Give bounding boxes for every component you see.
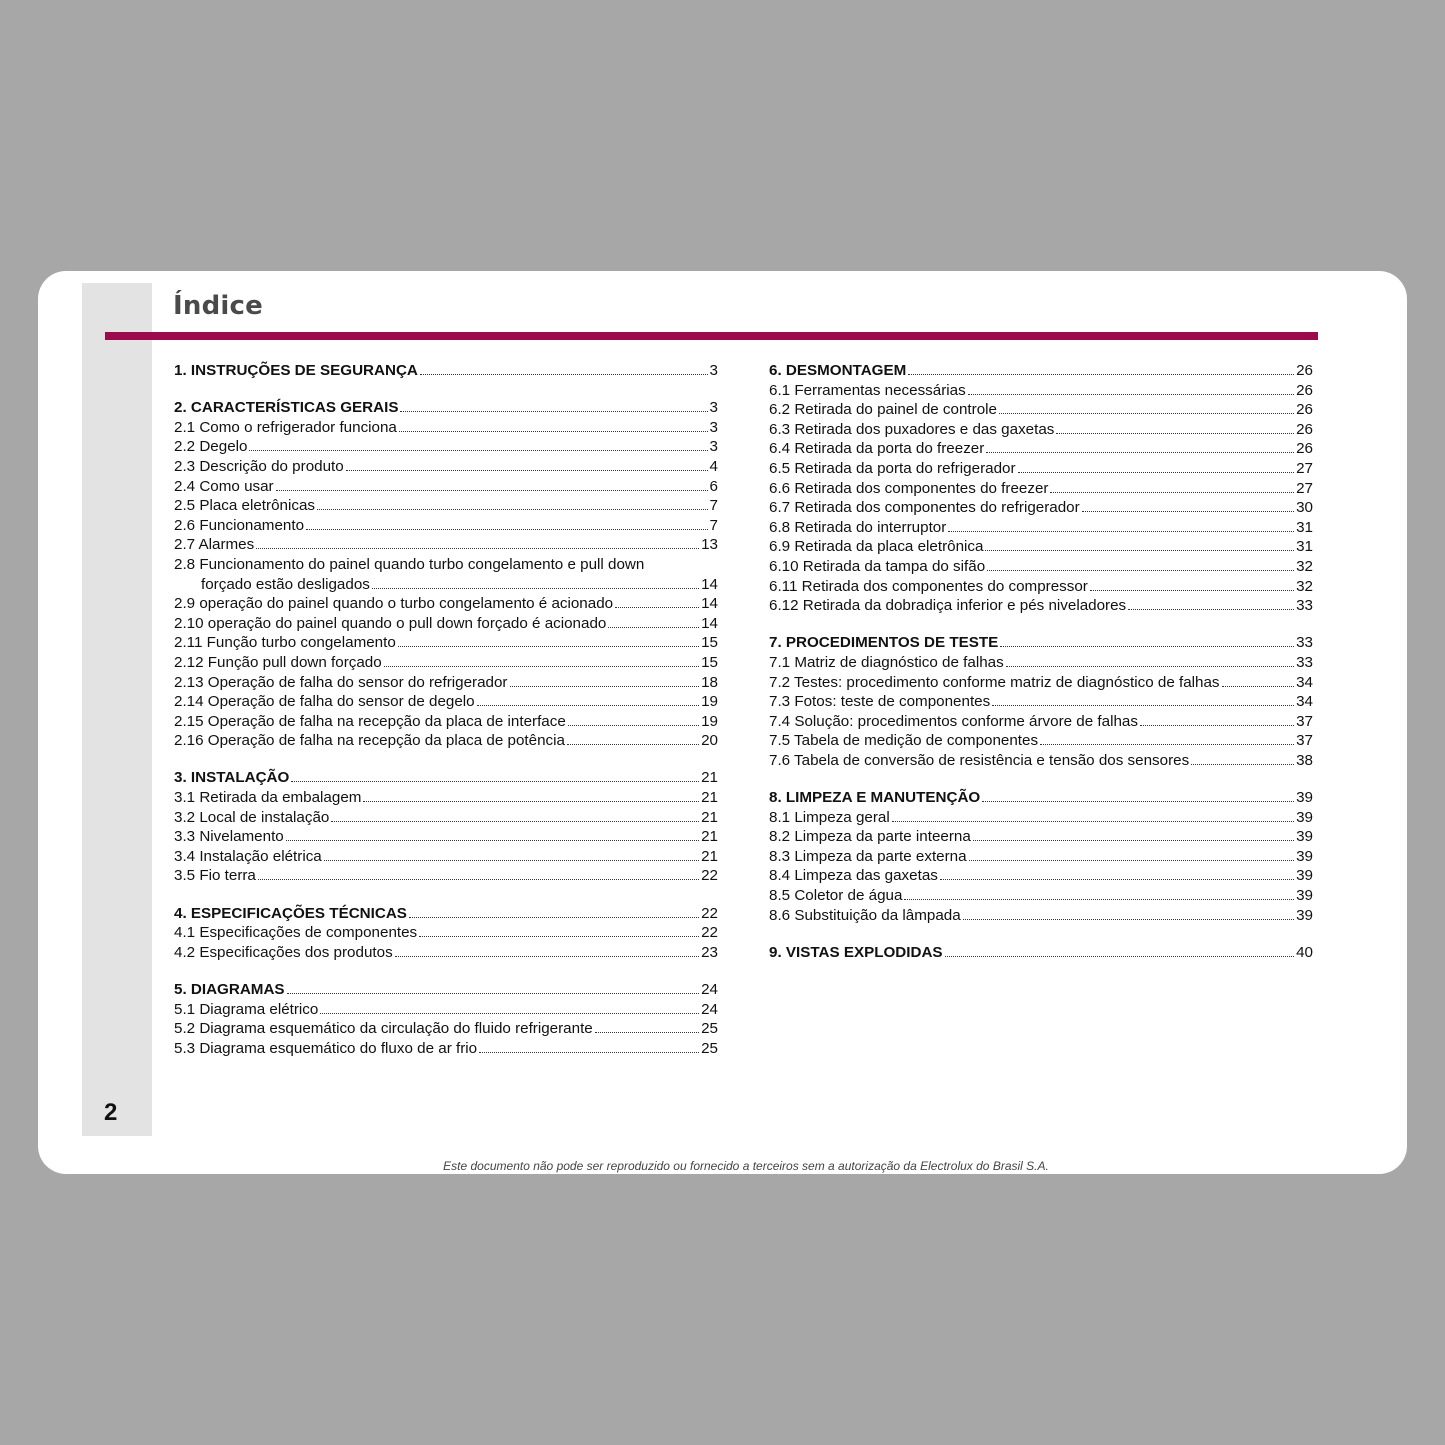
toc-page-number: 39 [1296, 808, 1313, 826]
toc-page-number: 33 [1296, 597, 1313, 615]
toc-group [174, 398, 718, 751]
toc-page-number: 39 [1296, 847, 1313, 865]
dot-leader [992, 705, 1294, 706]
toc-page-number: 26 [1296, 420, 1313, 438]
toc-entry-label: 2.1 Como o refrigerador funciona [174, 418, 397, 436]
toc-page-number: 6 [709, 477, 718, 495]
dot-leader [399, 431, 708, 432]
toc-page-number: 15 [701, 653, 718, 671]
toc-entry[interactable] [769, 420, 1313, 440]
toc-entry[interactable] [769, 847, 1313, 867]
toc-page-number: 22 [701, 904, 718, 922]
toc-entry-label: 2.6 Funcionamento [174, 516, 305, 534]
toc-page-number: 40 [1296, 943, 1313, 961]
toc-entry[interactable] [174, 673, 718, 693]
dot-leader [320, 1013, 699, 1014]
toc-entry[interactable] [769, 653, 1313, 673]
toc-page-number: 38 [1296, 751, 1313, 769]
dot-leader [1128, 609, 1294, 610]
toc-page-number: 24 [701, 1000, 718, 1018]
toc-page-number: 34 [1296, 693, 1313, 711]
toc-entry-label: 6.8 Retirada do interruptor [769, 518, 947, 536]
toc-entry[interactable] [174, 827, 718, 847]
toc-page-number: 3 [709, 438, 718, 456]
toc-entry[interactable] [769, 808, 1313, 828]
toc-column-left [174, 361, 718, 1076]
dot-leader [568, 725, 699, 726]
toc-page-number: 27 [1296, 479, 1313, 497]
toc-group [769, 788, 1313, 925]
toc-page-number: 3 [709, 418, 718, 436]
toc-entry-label: 8.6 Substituição da lâmpada [769, 906, 961, 924]
toc-entry[interactable] [769, 692, 1313, 712]
dot-leader [1006, 666, 1294, 667]
toc-page-number: 33 [1296, 634, 1313, 652]
toc-group [174, 904, 718, 963]
toc-entry[interactable] [174, 457, 718, 477]
toc-entry[interactable] [174, 788, 718, 808]
toc-entry[interactable] [769, 577, 1313, 597]
dot-leader [986, 452, 1294, 453]
toc-entry[interactable] [769, 381, 1313, 401]
toc-section-entry[interactable] [769, 943, 1313, 963]
toc-entry-label: 7.1 Matriz de diagnóstico de falhas [769, 653, 1004, 671]
dot-leader [395, 956, 699, 957]
toc-entry[interactable] [769, 439, 1313, 459]
toc-page-number: 7 [709, 497, 718, 515]
dot-leader [608, 627, 699, 628]
toc-page-number: 39 [1296, 867, 1313, 885]
toc-entry-label: 6.7 Retirada dos componentes do refrigerador [769, 499, 1080, 517]
toc-page-number: 25 [701, 1020, 718, 1038]
toc-entry[interactable] [174, 614, 718, 634]
toc-entry-label: 5.1 Diagrama elétrico [174, 1000, 319, 1018]
dot-leader [945, 956, 1295, 957]
toc-entry-label: 4. ESPECIFICAÇÕES TÉCNICAS [174, 904, 407, 922]
toc-group [769, 361, 1313, 616]
dot-leader [940, 879, 1294, 880]
toc-page-number: 3 [709, 362, 718, 379]
toc-entry[interactable] [769, 827, 1313, 847]
toc-group [769, 633, 1313, 770]
toc-group [174, 980, 718, 1058]
toc-entry-label: 4.2 Especificações dos produtos [174, 943, 393, 961]
toc-page-number: 26 [1296, 401, 1313, 419]
dot-leader [1040, 744, 1294, 745]
dot-leader [567, 744, 699, 745]
toc-entry[interactable] [174, 847, 718, 867]
toc-page-number: 39 [1296, 906, 1313, 924]
toc-page-number: 23 [701, 943, 718, 961]
toc-entry-label: 8.4 Limpeza das gaxetas [769, 867, 938, 885]
toc-entry[interactable] [174, 653, 718, 673]
toc-entry[interactable] [174, 1039, 718, 1059]
toc-entry[interactable] [769, 673, 1313, 693]
toc-entry[interactable] [769, 479, 1313, 499]
dot-leader [400, 411, 707, 412]
toc-entry[interactable] [769, 498, 1313, 518]
toc-entry[interactable] [174, 1019, 718, 1039]
toc-page-number: 24 [701, 981, 718, 998]
toc-page-number: 32 [1296, 557, 1313, 575]
toc-entry-label: 2.10 operação do painel quando o pull down forçado é acionado [174, 614, 607, 632]
toc-page-number: 39 [1296, 887, 1313, 905]
toc-page-number: 30 [1296, 499, 1313, 517]
toc-entry-label: 5. DIAGRAMAS [174, 981, 285, 998]
toc-entry-label: 2.2 Degelo [174, 438, 248, 456]
dot-leader [1082, 511, 1294, 512]
toc-section-entry[interactable] [174, 980, 718, 1000]
dot-leader [324, 860, 699, 861]
toc-entry-label: 2. CARACTERÍSTICAS GERAIS [174, 399, 399, 417]
dot-leader [982, 801, 1294, 802]
toc-entry[interactable] [174, 866, 718, 886]
dot-leader [409, 917, 699, 918]
toc-entry[interactable] [174, 731, 718, 751]
page-number: 2 [104, 1099, 118, 1126]
toc-entry-label-continued: forçado estão desligados [201, 575, 370, 593]
toc-entry-label: 7.4 Solução: procedimentos conforme árvore de falhas [769, 712, 1138, 730]
dot-leader [363, 801, 699, 802]
toc-page-number: 13 [701, 536, 718, 554]
dot-leader [987, 570, 1294, 571]
toc-entry-label: 2.7 Alarmes [174, 536, 255, 554]
toc-entry[interactable] [769, 866, 1313, 886]
toc-page-number: 22 [701, 867, 718, 885]
dot-leader [291, 781, 699, 782]
toc-entry-label: 6.11 Retirada dos componentes do compressor [769, 577, 1088, 595]
dot-leader [384, 666, 699, 667]
toc-page-number: 31 [1296, 518, 1313, 536]
toc-entry[interactable] [769, 886, 1313, 906]
toc-group [769, 943, 1313, 963]
toc-entry-label: 9. VISTAS EXPLODIDAS [769, 943, 943, 961]
toc-page-number: 21 [701, 808, 718, 826]
dot-leader [477, 705, 699, 706]
dot-leader [258, 879, 699, 880]
toc-section-entry[interactable] [174, 398, 718, 418]
toc-entry[interactable] [769, 731, 1313, 751]
dot-leader [963, 919, 1294, 920]
toc-page-number: 21 [701, 828, 718, 846]
toc-entry-label: 3. INSTALAÇÃO [174, 769, 290, 787]
dot-leader [510, 686, 700, 687]
page-title: Índice [173, 291, 263, 321]
toc-entry[interactable] [769, 906, 1313, 926]
toc-entry[interactable] [174, 418, 718, 438]
toc-entry[interactable] [769, 751, 1313, 771]
dot-leader [1050, 492, 1294, 493]
dot-leader [398, 646, 699, 647]
toc-page-number: 26 [1296, 381, 1313, 399]
dot-leader [1222, 686, 1295, 687]
toc-page-number: 7 [709, 516, 718, 534]
toc-section-entry[interactable] [769, 633, 1313, 653]
dot-leader [276, 490, 708, 491]
toc-page-number: 15 [701, 634, 718, 652]
toc-entry-label: 8. LIMPEZA E MANUTENÇÃO [769, 789, 981, 807]
dot-leader [908, 374, 1294, 375]
dot-leader [1018, 472, 1295, 473]
toc-entry-label: 3.5 Fio terra [174, 867, 256, 885]
toc-entry-label: 8.2 Limpeza da parte inteerna [769, 828, 971, 846]
dot-leader [948, 531, 1294, 532]
toc-entry-label: 6.4 Retirada da porta do freezer [769, 440, 985, 458]
toc-entry-label: 2.12 Função pull down forçado [174, 653, 382, 671]
dot-leader [419, 936, 699, 937]
toc-page-number: 39 [1296, 828, 1313, 846]
document-page [38, 271, 1407, 1174]
toc-page-number: 21 [701, 847, 718, 865]
toc-entry[interactable] [769, 557, 1313, 577]
toc-entry-label: 1. INSTRUÇÕES DE SEGURANÇA [174, 362, 418, 379]
toc-page-number: 27 [1296, 459, 1313, 477]
toc-group [174, 361, 718, 381]
toc-entry[interactable] [174, 712, 718, 732]
dot-leader [1000, 646, 1294, 647]
toc-entry-label: 2.14 Operação de falha do sensor de degelo [174, 693, 475, 711]
toc-entry[interactable] [174, 692, 718, 712]
toc-page-number: 37 [1296, 732, 1313, 750]
dot-leader [249, 450, 707, 451]
toc-section-entry[interactable] [174, 904, 718, 924]
toc-page-number: 37 [1296, 712, 1313, 730]
toc-page-number: 21 [701, 789, 718, 807]
toc-page-number: 33 [1296, 653, 1313, 671]
title-rule [105, 332, 1318, 340]
toc-entry[interactable] [174, 808, 718, 828]
dot-leader [1140, 725, 1294, 726]
toc-page-number: 19 [701, 712, 718, 730]
toc-entry[interactable] [174, 1000, 718, 1020]
toc-entry-label: 5.2 Diagrama esquemático da circulação do fluido refrigerante [174, 1020, 593, 1038]
toc-entry-label: 2.15 Operação de falha na recepção da placa de interface [174, 712, 566, 730]
toc-entry-label: 3.3 Nivelamento [174, 828, 284, 846]
dot-leader [999, 413, 1294, 414]
toc-page-number: 14 [701, 575, 718, 593]
toc-page-number: 4 [709, 457, 718, 475]
toc-entry-label: 5.3 Diagrama esquemático do fluxo de ar frio [174, 1039, 478, 1057]
copyright-footer: Este documento não pode ser reproduzido ou fornecido a terceiros sem a autorização da Electrolux do Brasil S.A. [443, 1159, 1049, 1173]
dot-leader [904, 899, 1294, 900]
toc-page-number: 31 [1296, 538, 1313, 556]
dot-leader [479, 1052, 699, 1053]
toc-entry[interactable] [174, 943, 718, 963]
dot-leader [969, 860, 1295, 861]
toc-page-number: 14 [701, 595, 718, 613]
dot-leader [973, 840, 1294, 841]
toc-entry-label: 6.2 Retirada do painel de controle [769, 401, 997, 419]
toc-entry[interactable] [174, 923, 718, 943]
toc-page-number: 39 [1296, 789, 1313, 807]
dot-leader [1090, 590, 1294, 591]
toc-entry-label: 6.12 Retirada da dobradiça inferior e pés niveladores [769, 597, 1127, 615]
toc-entry[interactable] [769, 596, 1313, 616]
toc-entry-label: 2.11 Função turbo congelamento [174, 634, 396, 652]
toc-entry-label: 7.2 Testes: procedimento conforme matriz de diagnóstico de falhas [769, 673, 1220, 691]
toc-page-number: 21 [701, 769, 718, 787]
toc-entry[interactable] [174, 516, 718, 536]
toc-page-number: 22 [701, 924, 718, 942]
toc-page-number: 32 [1296, 577, 1313, 595]
toc-entry-label: 8.5 Coletor de água [769, 887, 903, 905]
toc-entry[interactable] [174, 633, 718, 653]
dot-leader [420, 374, 708, 375]
page-margin-band [82, 283, 152, 1136]
dot-leader [595, 1032, 699, 1033]
dot-leader [346, 470, 708, 471]
toc-entry[interactable] [174, 437, 718, 457]
toc-entry[interactable] [769, 537, 1313, 557]
dot-leader [892, 821, 1294, 822]
toc-page-number: 25 [701, 1039, 718, 1057]
toc-entry-label: 8.3 Limpeza da parte externa [769, 847, 967, 865]
dot-leader [968, 394, 1294, 395]
toc-entry-label: 2.4 Como usar [174, 477, 274, 495]
toc-entry-label: 6.5 Retirada da porta do refrigerador [769, 459, 1016, 477]
dot-leader [317, 509, 708, 510]
toc-entry[interactable] [769, 400, 1313, 420]
dot-leader [287, 993, 700, 994]
toc-section-entry[interactable] [174, 768, 718, 788]
toc-entry-label: 6.9 Retirada da placa eletrônica [769, 538, 984, 556]
toc-entry-label: 6.10 Retirada da tampa do sifão [769, 557, 986, 575]
toc-entry[interactable] [174, 535, 718, 555]
toc-entry-label: 7.6 Tabela de conversão de resistência e tensão dos sensores [769, 751, 1190, 769]
toc-entry-label: 6. DESMONTAGEM [769, 362, 907, 379]
toc-entry-label: 2.13 Operação de falha do sensor do refrigerador [174, 673, 508, 691]
dot-leader [985, 550, 1294, 551]
toc-entry-label: 4.1 Especificações de componentes [174, 924, 418, 942]
toc-entry-label: 7. PROCEDIMENTOS DE TESTE [769, 634, 999, 652]
dot-leader [1056, 433, 1294, 434]
toc-column-right [769, 361, 1313, 980]
toc-entry-label: 2.3 Descrição do produto [174, 457, 344, 475]
toc-entry-label: 6.1 Ferramentas necessárias [769, 381, 966, 399]
toc-entry[interactable] [769, 459, 1313, 479]
dot-leader [615, 607, 699, 608]
toc-entry-label: 6.3 Retirada dos puxadores e das gaxetas [769, 420, 1055, 438]
toc-section-entry[interactable] [174, 361, 718, 381]
toc-entry-label: 3.1 Retirada da embalagem [174, 789, 362, 807]
toc-page-number: 18 [701, 673, 718, 691]
toc-entry[interactable] [174, 555, 718, 594]
dot-leader [286, 840, 699, 841]
toc-page-number: 34 [1296, 673, 1313, 691]
toc-page-number: 19 [701, 693, 718, 711]
toc-page-number: 14 [701, 614, 718, 632]
toc-page-number: 26 [1296, 440, 1313, 458]
toc-entry-label: 2.16 Operação de falha na recepção da placa de potência [174, 732, 565, 750]
toc-entry-label: 3.4 Instalação elétrica [174, 847, 322, 865]
toc-entry-label: 3.2 Local de instalação [174, 808, 330, 826]
toc-group [174, 768, 718, 886]
dot-leader [331, 821, 699, 822]
toc-entry[interactable] [174, 594, 718, 614]
toc-entry-label: 8.1 Limpeza geral [769, 808, 890, 826]
toc-section-entry[interactable] [769, 361, 1313, 381]
toc-entry-label: 7.5 Tabela de medição de componentes [769, 732, 1039, 750]
dot-leader [256, 548, 699, 549]
toc-section-entry[interactable] [769, 788, 1313, 808]
dot-leader [372, 588, 699, 589]
toc-page-number: 26 [1296, 362, 1313, 379]
dot-leader [1191, 764, 1294, 765]
toc-entry-label: 2.8 Funcionamento do painel quando turbo congelamento e pull down [174, 555, 645, 573]
dot-leader [306, 529, 708, 530]
toc-page-number: 3 [709, 399, 718, 417]
toc-entry-label: 2.5 Placa eletrônicas [174, 497, 315, 515]
toc-entry-label: 6.6 Retirada dos componentes do freezer [769, 479, 1049, 497]
toc-entry-label: 2.9 operação do painel quando o turbo congelamento é acionado [174, 595, 614, 613]
toc-entry-label: 7.3 Fotos: teste de componentes [769, 693, 991, 711]
toc-entry[interactable] [769, 518, 1313, 538]
toc-entry[interactable] [174, 477, 718, 497]
toc-entry[interactable] [769, 712, 1313, 732]
toc-page-number: 20 [701, 732, 718, 750]
toc-entry[interactable] [174, 496, 718, 516]
